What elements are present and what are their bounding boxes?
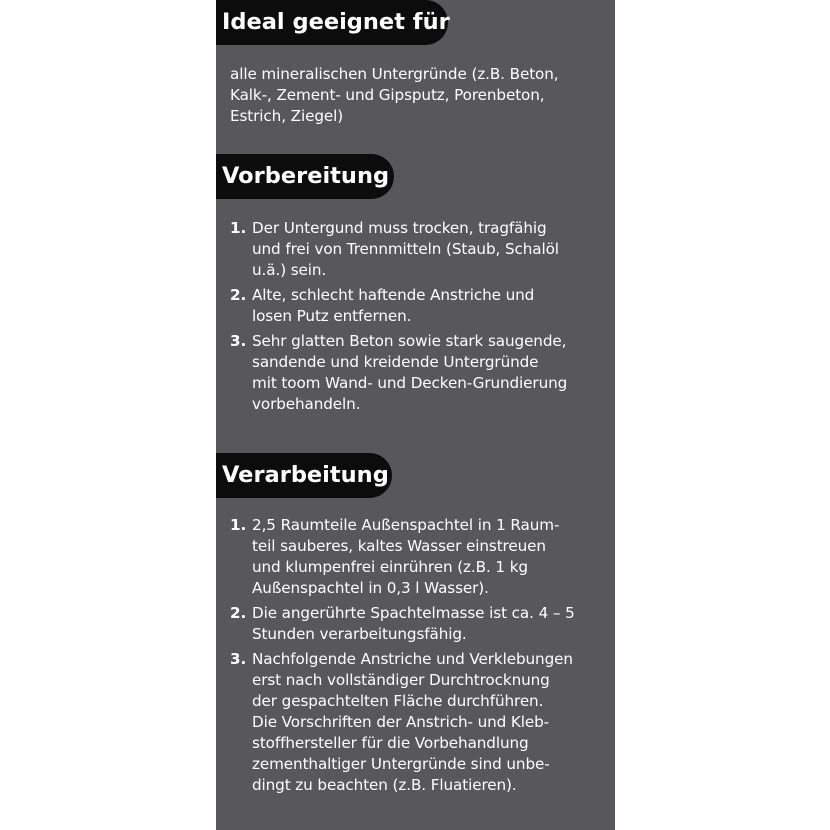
item-line: teil sauberes, kaltes Wasser einstreuen <box>252 537 546 555</box>
item-number: 2. <box>230 286 247 304</box>
item-line: sandende und kreidende Untergründe <box>252 353 539 371</box>
heading-preparation: Vorbereitung <box>216 154 394 199</box>
item-line: Die angerührte Spachtelmasse ist ca. 4 – 5 <box>252 604 575 622</box>
item-line: mit toom Wand- und Decken-Grundierung <box>252 374 568 392</box>
item-line: stoffhersteller für die Vorbehandlung <box>252 734 529 752</box>
item-line: der gespachtelten Fläche durchführen. <box>252 692 544 710</box>
list-item <box>230 218 612 281</box>
list-item <box>230 331 612 415</box>
item-line: dingt zu beachten (z.B. Fluatieren). <box>252 776 517 794</box>
item-line: und klumpenfrei einrühren (z.B. 1 kg <box>252 558 528 576</box>
item-line: Der Untergund muss trocken, tragfähig <box>252 219 547 237</box>
item-line: Stunden verarbeitungsfähig. <box>252 625 467 643</box>
list-item <box>230 603 612 645</box>
ideal-text <box>230 64 610 127</box>
ideal-line: Kalk-, Zement- und Gipsputz, Porenbeton, <box>230 86 545 104</box>
item-number: 1. <box>230 219 247 237</box>
heading-ideal: Ideal geeignet für <box>216 0 448 45</box>
list-item <box>230 515 612 599</box>
item-line: losen Putz entfernen. <box>252 307 412 325</box>
item-line: Außenspachtel in 0,3 l Wasser). <box>252 579 489 597</box>
item-line: erst nach vollständiger Durchtrocknung <box>252 671 550 689</box>
instruction-panel <box>216 0 615 830</box>
processing-list <box>230 515 612 800</box>
item-line: Sehr glatten Beton sowie stark saugende, <box>252 332 567 350</box>
item-number: 3. <box>230 650 247 668</box>
item-number: 2. <box>230 604 247 622</box>
item-line: Nachfolgende Anstriche und Verklebungen <box>252 650 573 668</box>
ideal-line: alle mineralischen Untergründe (z.B. Beton, <box>230 65 559 83</box>
item-line: Alte, schlecht haftende Anstriche und <box>252 286 535 304</box>
item-number: 3. <box>230 332 247 350</box>
item-line: zementhaltiger Untergründe sind unbe- <box>252 755 550 773</box>
item-number: 1. <box>230 516 247 534</box>
list-item <box>230 649 612 796</box>
ideal-line: Estrich, Ziegel) <box>230 107 344 125</box>
list-item <box>230 285 612 327</box>
heading-processing: Verarbeitung <box>216 453 392 498</box>
item-line: und frei von Trennmitteln (Staub, Schalöl <box>252 240 559 258</box>
item-line: vorbehandeln. <box>252 395 361 413</box>
item-line: 2,5 Raumteile Außenspachtel in 1 Raum- <box>252 516 560 534</box>
preparation-list <box>230 218 612 419</box>
item-line: u.ä.) sein. <box>252 261 327 279</box>
item-line: Die Vorschriften der Anstrich- und Kleb- <box>252 713 550 731</box>
